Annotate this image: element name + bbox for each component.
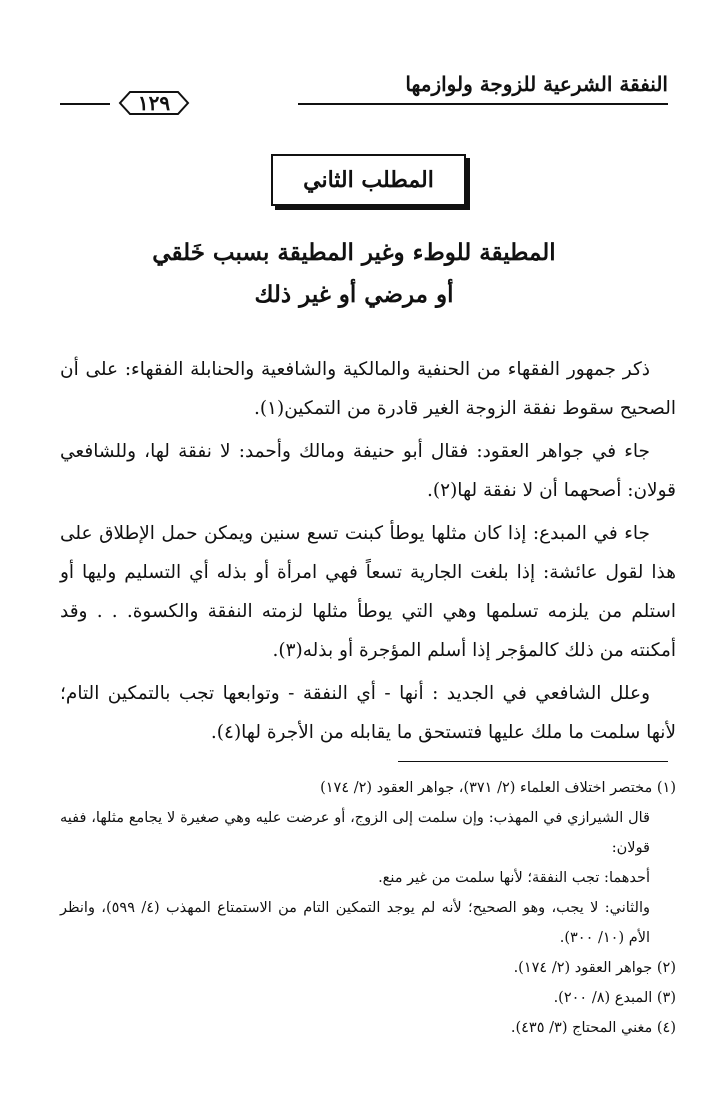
footnote: (١) مختصر اختلاف العلماء (٢/ ٣٧١)، جواهر العقود (٢/ ١٧٤)	[320, 780, 676, 796]
footnote: (٣) المبدع (٨/ ٢٠٠).	[553, 990, 676, 1006]
paragraph: وعلل الشافعي في الجديد : أنها - أي النفقة - وتوابعها تجب بالتمكين التام؛ لأنها سلمت ما ملك عليها فتستحق ما يقابله من الأجرة لها(٤).	[60, 683, 676, 743]
paragraph: جاء في جواهر العقود: فقال أبو حنيفة ومالك وأحمد: لا نفقة لها، وللشافعي قولان: أصحهما أن لا نفقة لها(٢).	[60, 441, 676, 501]
page-number: ١٢٩	[137, 91, 171, 115]
header-rule	[298, 103, 668, 105]
footnote-continuation: قال الشيرازي في المهذب: وإن سلمت إلى الزوج، أو عرضت عليه وهي صغيرة لا يجامع مثلها، ففيه قولان:	[60, 810, 650, 856]
footnotes	[60, 773, 676, 1043]
body-text	[60, 350, 676, 752]
section-label: المطلب الثاني	[303, 167, 434, 193]
running-title: النفقة الشرعية للزوجة ولوازمها	[405, 72, 668, 96]
footnote-continuation: والثاني: لا يجب، وهو الصحيح؛ لأنه لم يوجد التمكين التام من الاستمتاع المهذب (٤/ ٥٩٩)، وانظر الأم (١٠/ ٣٠٠).	[60, 900, 650, 946]
header-rule-left	[60, 103, 110, 105]
footnote: (٤) مغني المحتاج (٣/ ٤٣٥).	[510, 1020, 676, 1036]
footnote-separator	[398, 761, 668, 762]
footnote-continuation: أحدهما: تجب النفقة؛ لأنها سلمت من غير منع.	[378, 870, 650, 886]
heading-line-2: أو مرضي أو غير ذلك	[254, 281, 454, 308]
section-label-box	[271, 154, 466, 206]
page-number-badge	[118, 89, 190, 117]
footnote: (٢) جواهر العقود (٢/ ١٧٤).	[513, 960, 676, 976]
heading-line-1: المطيقة للوطء وغير المطيقة بسبب خَلقي	[152, 239, 556, 266]
paragraph: جاء في المبدع: إذا كان مثلها يوطأ كبنت تسع سنين ويمكن حمل الإطلاق على هذا لقول عائشة: إذا بلغت الجارية تسعاً فهي امرأة أو بذله أي التسليم وليها أو استلم من يلزمه تسلمها وهي التي يوطأ مثلها لزمته النفقة والكسوة. . . وقد أمكنته من ذلك كالمؤجر إذا أسلم المؤجرة أو بذله(٣).	[60, 523, 676, 661]
paragraph: ذكر جمهور الفقهاء من الحنفية والمالكية والشافعية والحنابلة الفقهاء: على أن الصحيح سقوط نفقة الزوجة الغير قادرة من التمكين(١).	[60, 359, 676, 419]
chapter-heading	[0, 232, 708, 316]
